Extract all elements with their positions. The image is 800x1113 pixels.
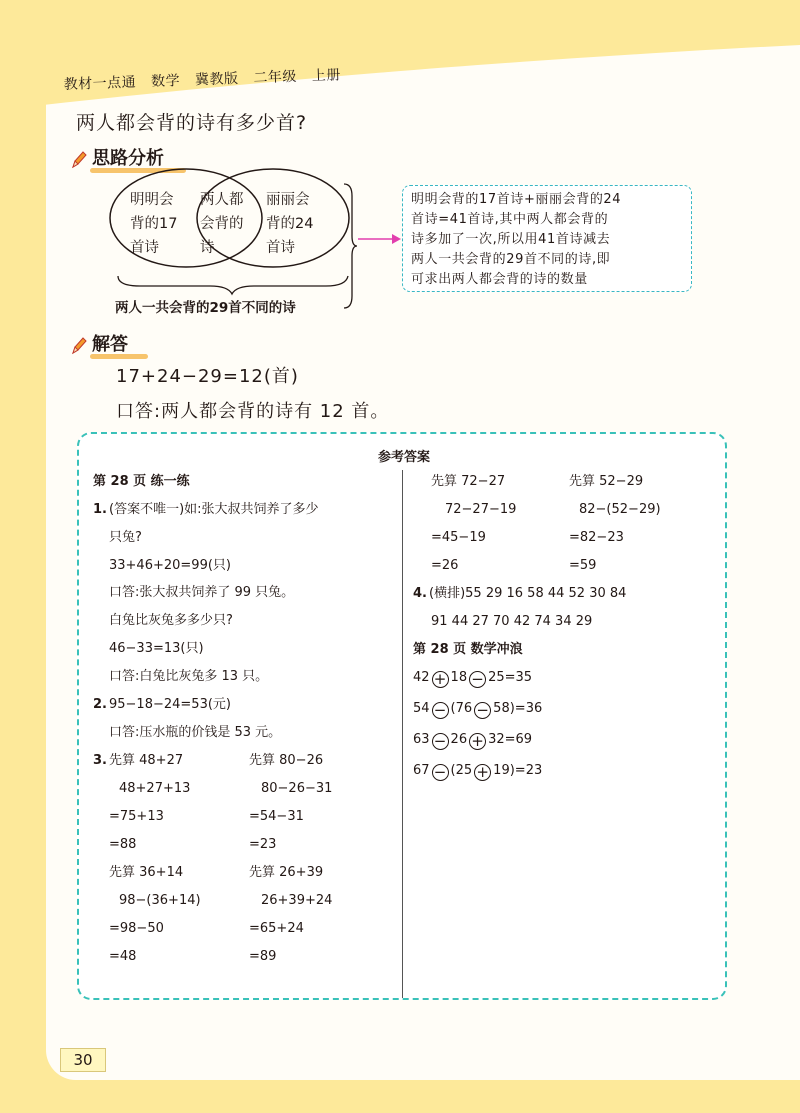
surf-row	[413, 732, 532, 750]
surf-row	[413, 701, 542, 719]
right-brace	[342, 182, 358, 310]
brace-caption: 两人一共会背的29首不同的诗	[115, 300, 296, 316]
q3-col2-line: 先算 26+39	[249, 865, 324, 880]
circle-op: −	[432, 702, 449, 719]
q3-col1-line: =75+13	[109, 809, 164, 824]
q3-col1-line: 先算 48+27	[109, 753, 184, 768]
venn-left-line: 背的17	[130, 216, 178, 232]
analysis-explanation-box	[402, 185, 692, 292]
pencil-icon	[70, 150, 88, 170]
venn-middle-label	[200, 188, 244, 260]
q4-number: 4.	[413, 586, 427, 601]
right-col1-line: 先算 72−27	[431, 474, 506, 489]
q1-line: 只兔?	[109, 530, 142, 545]
solution-equation: 17+24−29=12(首)	[116, 366, 299, 387]
surf-row	[413, 763, 542, 781]
q3-col1-line: =98−50	[109, 921, 164, 936]
venn-right-label	[266, 188, 313, 260]
q1-line: 33+46+20=99(只)	[109, 558, 231, 573]
header-item: 数学	[150, 72, 181, 90]
header-item: 上册	[311, 67, 342, 85]
arrow-icon	[356, 232, 402, 246]
reference-title: 参考答案	[377, 450, 430, 465]
right-col2-line: 82−(52−29)	[579, 502, 661, 517]
q3-number: 3.	[93, 753, 107, 768]
circle-op: −	[432, 764, 449, 781]
header-item: 教材一点通	[63, 74, 137, 94]
right-col2-line: 先算 52−29	[569, 474, 644, 489]
surf-operand: 32	[488, 732, 505, 747]
solution-title: 解答	[92, 334, 128, 355]
surf-operand: 54	[413, 701, 430, 716]
q3-col1-line: 先算 36+14	[109, 865, 184, 880]
surf-operand: 42	[413, 670, 430, 685]
q2-line: 口答:压水瓶的价钱是 53 元。	[109, 725, 282, 740]
question-text: 两人都会背的诗有多少首?	[76, 112, 308, 134]
q3-col2-line: =65+24	[249, 921, 304, 936]
surf-result: =23	[514, 763, 543, 778]
venn-left-line: 明明会	[130, 192, 174, 208]
surf-operand: 63	[413, 732, 430, 747]
surf-operand: 67	[413, 763, 430, 778]
page-number: 30	[60, 1048, 106, 1072]
q3-col1-line: =88	[109, 837, 137, 852]
surf-row	[413, 670, 532, 688]
left-heading: 第 28 页 练一练	[93, 474, 190, 489]
surf-result: =69	[504, 732, 533, 747]
solution-answer: 口答:两人都会背的诗有 12 首。	[116, 401, 390, 422]
surf-operand: 26	[450, 732, 468, 747]
right-col2-line: =59	[569, 558, 597, 573]
venn-left-label	[130, 188, 177, 260]
header-wave	[0, 0, 800, 110]
column-divider	[402, 470, 403, 998]
analysis-title: 思路分析	[92, 148, 164, 169]
explanation-line: 明明会背的17首诗+丽丽会背的24	[411, 192, 622, 207]
q3-col1-line: =48	[109, 949, 137, 964]
circle-op: −	[474, 702, 491, 719]
surf-operand: (25	[450, 763, 473, 778]
explanation-line: 可求出两人都会背的诗的数量	[411, 272, 588, 287]
q1-line: (答案不唯一)如:张大叔共饲养了多少	[109, 502, 319, 517]
q1-line: 46−33=13(只)	[109, 641, 204, 656]
header-item: 冀教版	[194, 70, 239, 89]
surf-operand: (76	[450, 701, 473, 716]
q2-line: 95−18−24=53(元)	[109, 697, 231, 712]
q3-col2-line: =23	[249, 837, 277, 852]
q3-col2-line: 80−26−31	[261, 781, 333, 796]
q4-line: 91 44 27 70 42 74 34 29	[431, 614, 593, 629]
venn-middle-line: 诗	[200, 240, 215, 256]
q3-col2-line: 26+39+24	[261, 893, 333, 908]
explanation-line: 两人一共会背的29首不同的诗,即	[411, 252, 611, 267]
venn-right-line: 背的24	[266, 216, 314, 232]
venn-diagram	[100, 168, 360, 310]
circle-op: +	[474, 764, 491, 781]
q2-number: 2.	[93, 697, 107, 712]
pencil-icon	[70, 336, 88, 356]
venn-middle-line: 两人都	[200, 192, 244, 208]
q1-line: 白兔比灰兔多多少只?	[109, 613, 233, 628]
right-col1-line: =45−19	[431, 530, 486, 545]
circle-op: −	[469, 671, 486, 688]
surf-operand: 19)	[493, 763, 515, 778]
surf-operand: 58)	[493, 701, 515, 716]
right-col1-line: 72−27−19	[445, 502, 517, 517]
right-col1-line: =26	[431, 558, 459, 573]
q4-line: (横排)55 29 16 58 44 52 30 84	[429, 586, 627, 601]
right-heading: 第 28 页 数学冲浪	[413, 642, 523, 657]
q1-line: 口答:张大叔共饲养了 99 只兔。	[109, 585, 295, 600]
surf-result: =36	[514, 701, 543, 716]
venn-middle-line: 会背的	[200, 216, 244, 232]
venn-right-line: 丽丽会	[266, 192, 310, 208]
surf-operand: 18	[450, 670, 468, 685]
q3-col1-line: 98−(36+14)	[119, 893, 201, 908]
reference-answer-panel	[77, 432, 727, 1000]
solution-heading	[70, 330, 128, 356]
circle-op: −	[432, 733, 449, 750]
explanation-line: 首诗=41首诗,其中两人都会背的	[411, 212, 609, 227]
circle-op: +	[469, 733, 486, 750]
venn-right-line: 首诗	[266, 240, 295, 256]
header-item: 二年级	[253, 68, 298, 87]
surf-operand: 25	[488, 670, 505, 685]
right-col2-line: =82−23	[569, 530, 624, 545]
surf-result: =35	[504, 670, 533, 685]
q1-line: 口答:白兔比灰兔多 13 只。	[109, 669, 269, 684]
q3-col1-line: 48+27+13	[119, 781, 191, 796]
q3-col2-line: 先算 80−26	[249, 753, 324, 768]
q3-col2-line: =54−31	[249, 809, 304, 824]
venn-left-line: 首诗	[130, 240, 159, 256]
explanation-line: 诗多加了一次,所以用41首诗减去	[411, 232, 611, 247]
q3-col2-line: =89	[249, 949, 277, 964]
analysis-heading	[70, 144, 164, 170]
circle-op: +	[432, 671, 449, 688]
q1-number: 1.	[93, 502, 107, 517]
